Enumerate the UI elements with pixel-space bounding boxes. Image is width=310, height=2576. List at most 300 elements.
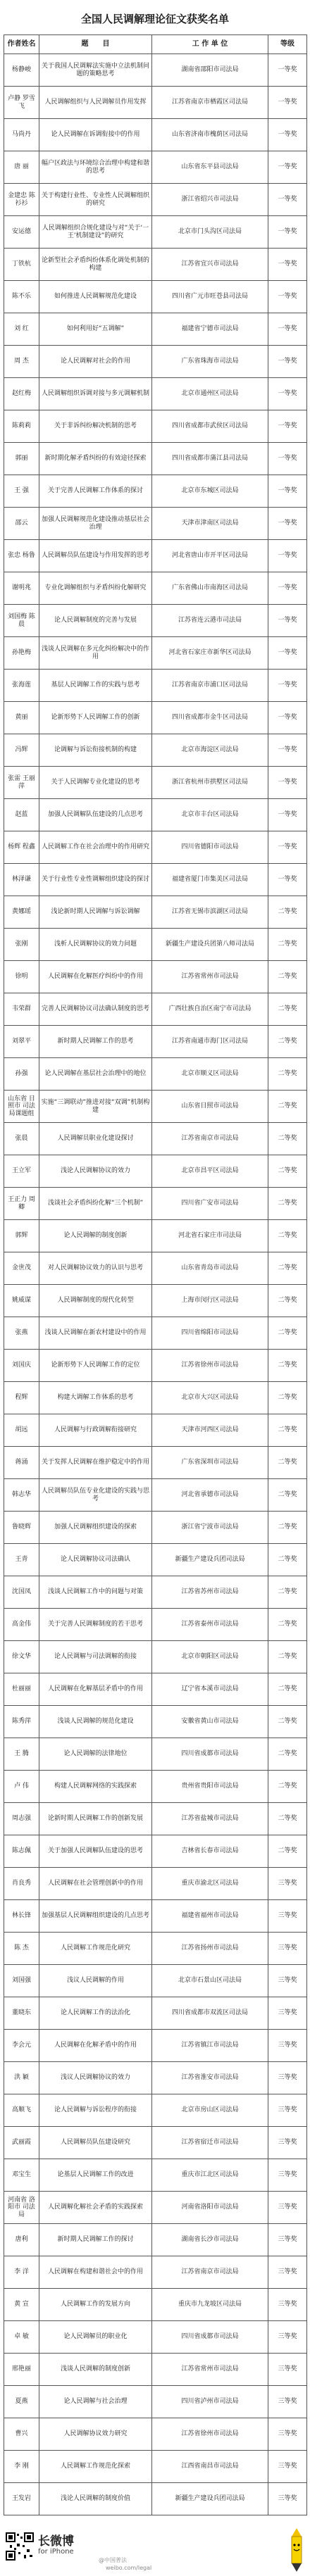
author-cell: 李会元 bbox=[4, 2030, 39, 2062]
work-unit-cell: 江苏省徐州市司法局 bbox=[152, 1350, 268, 1382]
essay-title-cell: 论基层人民调解工作的改进 bbox=[39, 2159, 152, 2192]
header-unit: 工 作 单 位 bbox=[152, 35, 268, 54]
work-unit-cell: 江苏省南京市栖霞区司法局 bbox=[152, 87, 268, 119]
table-row bbox=[4, 2224, 307, 2256]
work-unit-cell: 吉林省长春市司法局 bbox=[152, 1835, 268, 1868]
award-level-cell: 二等奖 bbox=[268, 1350, 307, 1382]
essay-title-cell: 论人民调解与司法调解的衔接 bbox=[39, 1641, 152, 1673]
award-level-cell: 一等奖 bbox=[268, 702, 307, 734]
author-cell: 王青 bbox=[4, 1544, 39, 1576]
award-level-cell: 二等奖 bbox=[268, 1091, 307, 1123]
table-row bbox=[4, 410, 307, 443]
work-unit-cell: 四川省泸州市司法局 bbox=[152, 2386, 268, 2418]
table-row bbox=[4, 378, 307, 410]
work-unit-cell: 北京市海淀区司法局 bbox=[152, 734, 268, 767]
award-level-cell: 二等奖 bbox=[268, 1479, 307, 1512]
author-cell: 张晨 bbox=[4, 1123, 39, 1155]
author-cell: 王 强 bbox=[4, 475, 39, 508]
author-cell: 夏燕 bbox=[4, 2386, 39, 2418]
essay-title-cell: 人民调解化解社会矛盾的实践探索 bbox=[39, 2192, 152, 2224]
work-unit-cell: 四川省德阳市司法局 bbox=[152, 831, 268, 864]
award-level-cell: 三等奖 bbox=[268, 2256, 307, 2289]
essay-title-cell: 人民调解组织与人民调解员作用发挥 bbox=[39, 87, 152, 119]
author-cell: 胡远 bbox=[4, 1414, 39, 1447]
essay-title-cell: 浅谈人民调解在新农村建设中的作用 bbox=[39, 1317, 152, 1350]
essay-title-cell: 关于完善人民调解制度的若干思考 bbox=[39, 1609, 152, 1641]
author-cell: 河南省 洛阳市 司法局 bbox=[4, 2192, 39, 2224]
table-row bbox=[4, 605, 307, 637]
table-row bbox=[4, 2451, 307, 2483]
work-unit-cell: 浙江省宁波市司法局 bbox=[152, 1512, 268, 1544]
essay-title-cell: 人民调解员队伍专业化建设的实践与思考 bbox=[39, 1479, 152, 1512]
work-unit-cell: 四川省成都市司法局 bbox=[152, 2321, 268, 2354]
essay-title-cell: 浅析人民调解协议的效力问题 bbox=[39, 929, 152, 961]
author-cell: 卢静 罗雪飞 bbox=[4, 87, 39, 119]
award-level-cell: 二等奖 bbox=[268, 1609, 307, 1641]
work-unit-cell: 广东省珠海市司法局 bbox=[152, 346, 268, 378]
table-row bbox=[4, 896, 307, 929]
essay-title-cell: 人民调解在化解矛盾中的作用 bbox=[39, 2030, 152, 2062]
essay-title-cell: 论人民调解在诉调衔接中的作用 bbox=[39, 119, 152, 151]
author-cell: 韩志华 bbox=[4, 1479, 39, 1512]
work-unit-cell: 江苏省南通市海门区司法局 bbox=[152, 1026, 268, 1058]
table-row bbox=[4, 864, 307, 896]
header-author: 作者姓名 bbox=[4, 35, 39, 54]
award-level-cell: 二等奖 bbox=[268, 1220, 307, 1252]
author-cell: 刘国庆 bbox=[4, 1350, 39, 1382]
work-unit-cell: 江苏省扬州市司法局 bbox=[152, 1933, 268, 1965]
award-level-cell: 三等奖 bbox=[268, 2127, 307, 2159]
work-unit-cell: 广西壮族自治区南宁市司法局 bbox=[152, 993, 268, 1026]
author-cell: 李 刚 bbox=[4, 2451, 39, 2483]
table-row bbox=[4, 572, 307, 605]
table-row bbox=[4, 2127, 307, 2159]
table-row bbox=[4, 249, 307, 281]
author-cell: 邢艳丽 bbox=[4, 2354, 39, 2386]
award-level-cell: 二等奖 bbox=[268, 896, 307, 929]
essay-title-cell: 论调解与诉讼衔接机制的构建 bbox=[39, 734, 152, 767]
work-unit-cell: 广东省深圳市司法局 bbox=[152, 1447, 268, 1479]
essay-title-cell: 论人民调解的制度创新 bbox=[39, 1220, 152, 1252]
table-row bbox=[4, 2321, 307, 2354]
essay-title-cell: 关于人民调解专业化建设的思考 bbox=[39, 767, 152, 799]
award-level-cell: 一等奖 bbox=[268, 831, 307, 864]
award-level-cell: 三等奖 bbox=[268, 2321, 307, 2354]
award-level-cell: 三等奖 bbox=[268, 1933, 307, 1965]
table-row bbox=[4, 1997, 307, 2030]
award-level-cell: 二等奖 bbox=[268, 1058, 307, 1091]
table-row bbox=[4, 929, 307, 961]
table-row bbox=[4, 1576, 307, 1609]
table-row bbox=[4, 734, 307, 767]
work-unit-cell: 河北省石家庄市司法局 bbox=[152, 1220, 268, 1252]
author-cell: 蒋涌 bbox=[4, 1447, 39, 1479]
award-level-cell: 一等奖 bbox=[268, 734, 307, 767]
essay-title-cell: 论人民调解工作的法治化 bbox=[39, 1997, 152, 2030]
table-row bbox=[4, 87, 307, 119]
work-unit-cell: 北京市昌平区司法局 bbox=[152, 1155, 268, 1188]
essay-title-cell: 如何推进人民调解规范化建设 bbox=[39, 281, 152, 313]
award-level-cell: 一等奖 bbox=[268, 508, 307, 540]
award-level-cell: 二等奖 bbox=[268, 1155, 307, 1188]
award-level-cell: 二等奖 bbox=[268, 1123, 307, 1155]
table-row bbox=[4, 2354, 307, 2386]
essay-title-cell: 关于构建行业性、专业性人民调解组织的研究 bbox=[39, 184, 152, 216]
author-cell: 王立军 bbox=[4, 1155, 39, 1188]
award-level-cell: 一等奖 bbox=[268, 87, 307, 119]
essay-title-cell: 浅谈社会矛盾纠纷化解“三个机制” bbox=[39, 1188, 152, 1220]
author-cell: 陈莉莉 bbox=[4, 410, 39, 443]
table-row bbox=[4, 1220, 307, 1252]
table-row bbox=[4, 1155, 307, 1188]
award-level-cell: 三等奖 bbox=[268, 2386, 307, 2418]
work-unit-cell: 新疆生产建设兵团司法局 bbox=[152, 1544, 268, 1576]
award-level-cell: 一等奖 bbox=[268, 475, 307, 508]
table-row bbox=[4, 475, 307, 508]
table-row bbox=[4, 2483, 307, 2515]
award-level-cell: 一等奖 bbox=[268, 572, 307, 605]
award-level-cell: 三等奖 bbox=[268, 2094, 307, 2127]
award-level-cell: 三等奖 bbox=[268, 2418, 307, 2451]
table-row bbox=[4, 443, 307, 475]
author-cell: 卢 伟 bbox=[4, 1771, 39, 1803]
work-unit-cell: 山东省日照市司法局 bbox=[152, 1091, 268, 1123]
table-row bbox=[4, 1609, 307, 1641]
work-unit-cell: 重庆市江北区司法局 bbox=[152, 2159, 268, 2192]
award-level-cell: 二等奖 bbox=[268, 1835, 307, 1868]
award-level-cell: 一等奖 bbox=[268, 184, 307, 216]
author-cell: 陈不乐 bbox=[4, 281, 39, 313]
award-level-cell: 二等奖 bbox=[268, 1641, 307, 1673]
author-cell: 金建忠 陈衫衫 bbox=[4, 184, 39, 216]
work-unit-cell: 湖南省长沙市司法局 bbox=[152, 2224, 268, 2256]
table-row bbox=[4, 2289, 307, 2321]
award-level-cell: 二等奖 bbox=[268, 1414, 307, 1447]
award-level-cell: 三等奖 bbox=[268, 1900, 307, 1933]
essay-title-cell: 浅论新时期人民调解与诉讼调解 bbox=[39, 896, 152, 929]
author-cell: 姚威谋 bbox=[4, 1285, 39, 1317]
author-cell: 邵云 bbox=[4, 508, 39, 540]
table-row bbox=[4, 1868, 307, 1900]
table-row bbox=[4, 1965, 307, 1997]
essay-title-cell: 人民调解制度的现代化转型 bbox=[39, 1285, 152, 1317]
author-cell: 黄丽 bbox=[4, 702, 39, 734]
essay-title-cell: 实施“三调联动”推进对接“双调”机制构建 bbox=[39, 1091, 152, 1123]
table-row bbox=[4, 799, 307, 831]
award-level-cell: 三等奖 bbox=[268, 2483, 307, 2515]
table-row bbox=[4, 637, 307, 670]
author-cell: 冯辉 bbox=[4, 734, 39, 767]
table-row bbox=[4, 508, 307, 540]
award-level-cell: 三等奖 bbox=[268, 1965, 307, 1997]
table-row bbox=[4, 1123, 307, 1155]
award-level-cell: 三等奖 bbox=[268, 2224, 307, 2256]
author-cell: 张刚 bbox=[4, 929, 39, 961]
table-row bbox=[4, 1835, 307, 1868]
work-unit-cell: 河北省承德市司法局 bbox=[152, 1479, 268, 1512]
work-unit-cell: 辽宁省本溪市司法局 bbox=[152, 1673, 268, 1706]
author-cell: 陈 杰 bbox=[4, 1933, 39, 1965]
essay-title-cell: 加强人民调解规范化建设推动基层社会治理 bbox=[39, 508, 152, 540]
essay-title-cell: 构建人民调解网络的实践探索 bbox=[39, 1771, 152, 1803]
table-row bbox=[4, 831, 307, 864]
work-unit-cell: 河北省唐山市开平区司法局 bbox=[152, 540, 268, 572]
header-title: 题 目 bbox=[39, 35, 152, 54]
document-title: 全国人民调解理论征文获奖名单 bbox=[80, 13, 229, 25]
work-unit-cell: 四川省成都市武侯区司法局 bbox=[152, 410, 268, 443]
work-unit-cell: 江苏省淮安市司法局 bbox=[152, 2062, 268, 2094]
award-table bbox=[4, 34, 307, 2515]
author-cell: 孙艳梅 bbox=[4, 637, 39, 670]
essay-title-cell: 幅户区政法与环境综合治理中构建和谐的思考 bbox=[39, 151, 152, 184]
award-level-cell: 一等奖 bbox=[268, 54, 307, 87]
work-unit-cell: 江苏省常州市司法局 bbox=[152, 961, 268, 993]
table-row bbox=[4, 1641, 307, 1673]
award-level-cell: 二等奖 bbox=[268, 929, 307, 961]
work-unit-cell: 上海市闵行区司法局 bbox=[152, 1285, 268, 1317]
author-cell: 王 腾 bbox=[4, 1738, 39, 1771]
essay-title-cell: 关于非诉纠纷解决机制的思考 bbox=[39, 410, 152, 443]
author-cell: 沈国凤 bbox=[4, 1576, 39, 1609]
award-level-cell: 三等奖 bbox=[268, 1997, 307, 2030]
award-level-cell: 二等奖 bbox=[268, 1188, 307, 1220]
work-unit-cell: 江苏省苏州市司法局 bbox=[152, 1576, 268, 1609]
award-level-cell: 一等奖 bbox=[268, 346, 307, 378]
author-cell: 黄娜瑶 bbox=[4, 896, 39, 929]
award-level-cell: 一等奖 bbox=[268, 637, 307, 670]
author-cell: 张燕 bbox=[4, 1317, 39, 1350]
essay-title-cell: 关于我国人民调解法实施中立法机制问题的策略思考 bbox=[39, 54, 152, 87]
author-cell: 唐利 bbox=[4, 2224, 39, 2256]
table-row bbox=[4, 2030, 307, 2062]
work-unit-cell: 北京市东城区司法局 bbox=[152, 475, 268, 508]
author-cell: 武丽霞 bbox=[4, 2127, 39, 2159]
award-level-cell: 二等奖 bbox=[268, 1803, 307, 1835]
essay-title-cell: 完善人民调解协议司法确认制度的思考 bbox=[39, 993, 152, 1026]
award-level-cell: 二等奖 bbox=[268, 1447, 307, 1479]
award-level-cell: 二等奖 bbox=[268, 1382, 307, 1414]
award-level-cell: 三等奖 bbox=[268, 2192, 307, 2224]
author-cell: 金世茂 bbox=[4, 1252, 39, 1285]
award-level-cell: 二等奖 bbox=[268, 961, 307, 993]
award-list bbox=[4, 4, 306, 2515]
table-row bbox=[4, 1382, 307, 1414]
essay-title-cell: 新时期化解矛盾纠纷的有效途径探索 bbox=[39, 443, 152, 475]
author-cell: 高顺飞 bbox=[4, 2094, 39, 2127]
work-unit-cell: 北京市朝阳区司法局 bbox=[152, 1641, 268, 1673]
essay-title-cell: 浅论人民调解的制度价值 bbox=[39, 2483, 152, 2515]
essay-title-cell: 论人民调解与社会治理 bbox=[39, 2386, 152, 2418]
table-row bbox=[4, 767, 307, 799]
table-row bbox=[4, 1771, 307, 1803]
essay-title-cell: 人民调解员职业化建设探讨 bbox=[39, 1123, 152, 1155]
award-level-cell: 一等奖 bbox=[268, 670, 307, 702]
essay-title-cell: 构建大调解工作体系的思考 bbox=[39, 1382, 152, 1414]
table-row bbox=[4, 1706, 307, 1738]
essay-title-cell: 加强人民调解队伍建设的几点思考 bbox=[39, 799, 152, 831]
award-level-cell: 二等奖 bbox=[268, 993, 307, 1026]
essay-title-cell: 加强基层人民调解组织建设的几点思考 bbox=[39, 1900, 152, 1933]
table-row bbox=[4, 1738, 307, 1771]
work-unit-cell: 江苏省宜兴市司法局 bbox=[152, 249, 268, 281]
work-unit-cell: 四川省广安市司法局 bbox=[152, 1188, 268, 1220]
work-unit-cell: 江苏省徐州市司法局 bbox=[152, 2418, 268, 2451]
work-unit-cell: 北京市大兴区司法局 bbox=[152, 1382, 268, 1414]
work-unit-cell: 江苏省泰州市司法局 bbox=[152, 1609, 268, 1641]
app-brand-platform: for iPhone bbox=[38, 2548, 74, 2556]
essay-title-cell: 论新形势下人民调解工作的创新 bbox=[39, 702, 152, 734]
table-row bbox=[4, 961, 307, 993]
qr-code-icon bbox=[6, 2532, 34, 2561]
table-row bbox=[4, 2159, 307, 2192]
work-unit-cell: 江苏省宿迁市司法局 bbox=[152, 2127, 268, 2159]
table-row bbox=[4, 313, 307, 346]
table-row bbox=[4, 2062, 307, 2094]
author-cell: 卓 敏 bbox=[4, 2321, 39, 2354]
author-cell: 王正力 周卿 bbox=[4, 1188, 39, 1220]
essay-title-cell: 论人民调解的法律地位 bbox=[39, 1738, 152, 1771]
author-cell: 唐 丽 bbox=[4, 151, 39, 184]
author-cell: 程辉 bbox=[4, 1382, 39, 1414]
award-level-cell: 二等奖 bbox=[268, 1771, 307, 1803]
table-row bbox=[4, 184, 307, 216]
essay-title-cell: 基层人民调解工作的实践与思考 bbox=[39, 670, 152, 702]
table-row bbox=[4, 1285, 307, 1317]
essay-title-cell: 论人民调解员的职业化 bbox=[39, 2321, 152, 2354]
essay-title-cell: 浅论人民调解协议的效力 bbox=[39, 1155, 152, 1188]
table-row bbox=[4, 2094, 307, 2127]
table-row bbox=[4, 1544, 307, 1576]
award-level-cell: 二等奖 bbox=[268, 1673, 307, 1706]
work-unit-cell: 新疆生产建设兵团第八师司法局 bbox=[152, 929, 268, 961]
work-unit-cell: 北京市通州区司法局 bbox=[152, 378, 268, 410]
essay-title-cell: 人民调解工作规范化研究 bbox=[39, 1933, 152, 1965]
award-level-cell: 三等奖 bbox=[268, 2451, 307, 2483]
award-level-cell: 三等奖 bbox=[268, 2159, 307, 2192]
table-row bbox=[4, 1091, 307, 1123]
work-unit-cell: 江苏省盐城市司法局 bbox=[152, 1803, 268, 1835]
award-level-cell: 一等奖 bbox=[268, 119, 307, 151]
table-row bbox=[4, 1058, 307, 1091]
author-cell: 刘国强 bbox=[4, 1965, 39, 1997]
award-level-cell: 一等奖 bbox=[268, 216, 307, 249]
essay-title-cell: 关于加强人民调解队伍建设的思考 bbox=[39, 1835, 152, 1868]
author-cell: 王发岩 bbox=[4, 2483, 39, 2515]
award-level-cell: 三等奖 bbox=[268, 2062, 307, 2094]
author-cell: 周志强 bbox=[4, 1803, 39, 1835]
award-level-cell: 二等奖 bbox=[268, 1026, 307, 1058]
essay-title-cell: 人民调解协议效力研究 bbox=[39, 2418, 152, 2451]
award-level-cell: 一等奖 bbox=[268, 767, 307, 799]
work-unit-cell: 山东省济南市槐荫区司法局 bbox=[152, 119, 268, 151]
essay-title-cell: 论新形势下人民调解工作的定位 bbox=[39, 1350, 152, 1382]
work-unit-cell: 江苏省南京市司法局 bbox=[152, 1123, 268, 1155]
table-row bbox=[4, 2256, 307, 2289]
author-cell: 谢明兆 bbox=[4, 572, 39, 605]
author-cell: 陈志佩 bbox=[4, 1835, 39, 1868]
essay-title-cell: 人民调解在化解医疗纠纷中的作用 bbox=[39, 961, 152, 993]
author-cell: 山东省 日照市 司法局课题组 bbox=[4, 1091, 39, 1123]
essay-title-cell: 人民调解在化解基层矛盾中的作用 bbox=[39, 1673, 152, 1706]
table-row bbox=[4, 993, 307, 1026]
author-cell: 郭辉 bbox=[4, 1220, 39, 1252]
work-unit-cell: 四川省绵阳市司法局 bbox=[152, 1317, 268, 1350]
award-level-cell: 一等奖 bbox=[268, 799, 307, 831]
essay-title-cell: 对人民调解协议效力的认识与思考 bbox=[39, 1252, 152, 1285]
work-unit-cell: 北京市顺义区司法局 bbox=[152, 1058, 268, 1091]
author-cell: 赵蓝 bbox=[4, 799, 39, 831]
award-level-cell: 一等奖 bbox=[268, 410, 307, 443]
table-row bbox=[4, 1447, 307, 1479]
essay-title-cell: 论人民调解在基层社会治理中的地位 bbox=[39, 1058, 152, 1091]
work-unit-cell: 重庆市渝北区司法局 bbox=[152, 1868, 268, 1900]
essay-title-cell: 浅谈人民调解在多元化纠纷解决中的作用 bbox=[39, 637, 152, 670]
essay-title-cell: 论人民调解协议司法确认 bbox=[39, 1544, 152, 1576]
table-row bbox=[4, 281, 307, 313]
author-cell: 林泽谦 bbox=[4, 864, 39, 896]
award-level-cell: 三等奖 bbox=[268, 2289, 307, 2321]
essay-title-cell: 论人民调解对社会的作用 bbox=[39, 346, 152, 378]
work-unit-cell: 北京市房山区司法局 bbox=[152, 2094, 268, 2127]
essay-title-cell: 人民调解工作的发展方向 bbox=[39, 2289, 152, 2321]
author-cell: 刘翠平 bbox=[4, 1026, 39, 1058]
work-unit-cell: 江苏省连云港市司法局 bbox=[152, 605, 268, 637]
author-cell: 徐明 bbox=[4, 961, 39, 993]
essay-title-cell: 论新时期人民调解工作的创新发展 bbox=[39, 1803, 152, 1835]
award-level-cell: 一等奖 bbox=[268, 313, 307, 346]
author-cell: 徐文华 bbox=[4, 1641, 39, 1673]
essay-title-cell: 人民调解与行政调解衔接研究 bbox=[39, 1414, 152, 1447]
essay-title-cell: 论人民调解制度的完善与发展 bbox=[39, 605, 152, 637]
author-cell: 赵红梅 bbox=[4, 378, 39, 410]
award-level-cell: 一等奖 bbox=[268, 281, 307, 313]
table-row bbox=[4, 1673, 307, 1706]
work-unit-cell: 江苏省镇江市司法局 bbox=[152, 2030, 268, 2062]
work-unit-cell: 安徽省黄山市司法局 bbox=[152, 1706, 268, 1738]
award-level-cell: 一等奖 bbox=[268, 378, 307, 410]
author-cell: 孙强 bbox=[4, 1058, 39, 1091]
table-row bbox=[4, 670, 307, 702]
footer-bar bbox=[0, 2525, 310, 2576]
essay-title-cell: 人民调解工作在社会治理中的作用研究 bbox=[39, 831, 152, 864]
essay-title-cell: 论新型社会矛盾纠纷体系化调处机制的构建 bbox=[39, 249, 152, 281]
essay-title-cell: 关于发挥人民调解在维护稳定中的作用 bbox=[39, 1447, 152, 1479]
author-cell: 曹兴 bbox=[4, 2418, 39, 2451]
essay-title-cell: 论人民调解与诉讼程序的衔接 bbox=[39, 2094, 152, 2127]
table-row bbox=[4, 2386, 307, 2418]
essay-title-cell: 浅谈人民调解的制度创新 bbox=[39, 2354, 152, 2386]
work-unit-cell: 贵州省贵阳市司法局 bbox=[152, 1771, 268, 1803]
essay-title-cell: 新时期人民调解工作的探讨 bbox=[39, 2224, 152, 2256]
table-row bbox=[4, 1933, 307, 1965]
award-level-cell: 一等奖 bbox=[268, 540, 307, 572]
essay-title-cell: 人民调解工作规范化探索 bbox=[39, 2451, 152, 2483]
author-cell: 李 洋 bbox=[4, 2256, 39, 2289]
essay-title-cell: 人民调解员队伍建设与作用发挥的思考 bbox=[39, 540, 152, 572]
award-level-cell: 一等奖 bbox=[268, 864, 307, 896]
author-cell: 丁铁杭 bbox=[4, 249, 39, 281]
work-unit-cell: 江苏省常州市司法局 bbox=[152, 2354, 268, 2386]
author-cell: 邓宝生 bbox=[4, 2159, 39, 2192]
author-cell: 杨静峻 bbox=[4, 54, 39, 87]
table-row bbox=[4, 1026, 307, 1058]
work-unit-cell: 福建省福州市司法局 bbox=[152, 1900, 268, 1933]
work-unit-cell: 江苏省南京市司法局 bbox=[152, 2256, 268, 2289]
work-unit-cell: 广东省佛山市南海区司法局 bbox=[152, 572, 268, 605]
author-cell: 周 杰 bbox=[4, 346, 39, 378]
award-level-cell: 二等奖 bbox=[268, 1706, 307, 1738]
table-row bbox=[4, 1350, 307, 1382]
